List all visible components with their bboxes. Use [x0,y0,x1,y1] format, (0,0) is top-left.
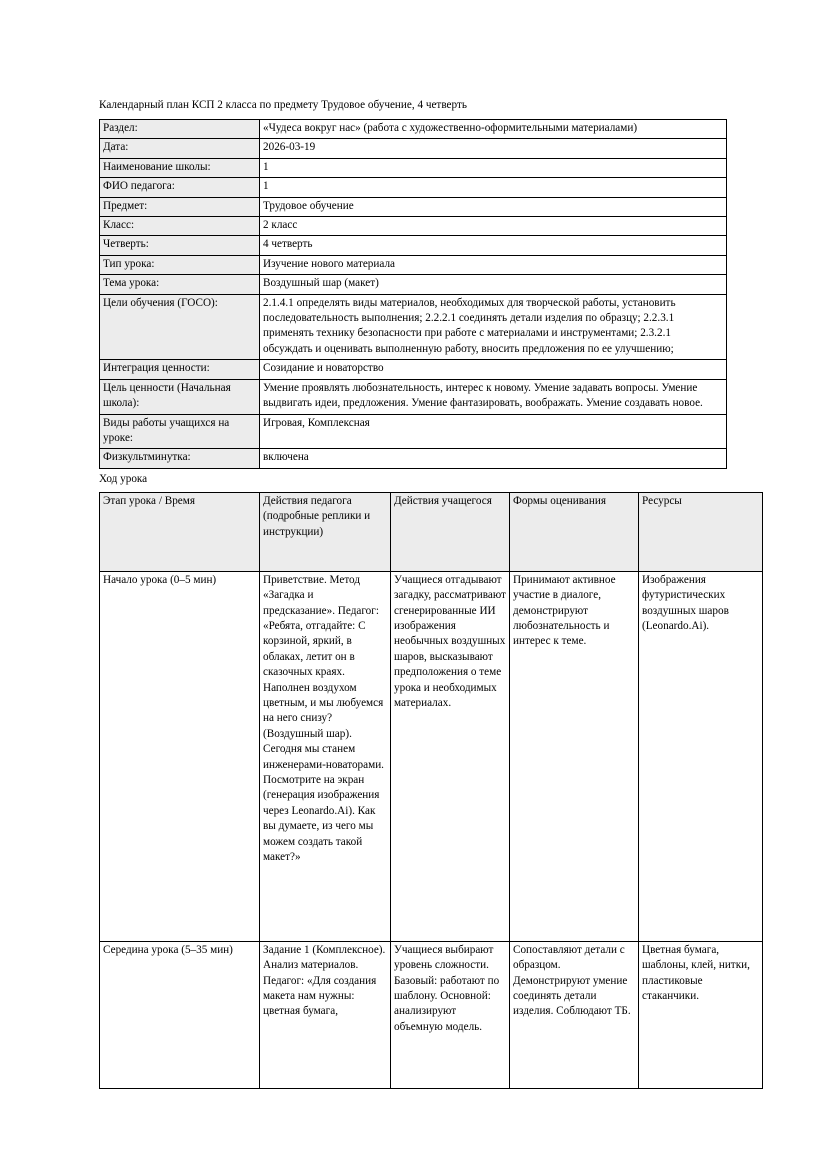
table-row [100,158,727,177]
table-row [100,414,727,449]
assessment-cell: Принимают активное участие в диалоге, демонстрируют любознательность и интерес к теме. [510,571,639,941]
info-label: ФИО педагога: [100,178,260,197]
teacher-actions-cell: Задание 1 (Комплексное). Анализ материалов. Педагог: «Для создания макета нам нужны: цветная бумага, [260,941,391,1088]
info-label: Четверть: [100,236,260,255]
info-value: «Чудеса вокруг нас» (работа с художественно-оформительными материалами) [260,120,727,139]
stage-cell: Начало урока (0–5 мин) [100,571,260,941]
info-label: Предмет: [100,197,260,216]
table-row [100,236,727,255]
table-row [100,178,727,197]
info-value: Воздушный шар (макет) [260,275,727,294]
info-value: включена [260,449,727,468]
flow-table-body [100,571,763,1088]
info-table-body [100,120,727,469]
info-label: Наименование школы: [100,158,260,177]
info-label: Виды работы учащихся на уроке: [100,414,260,449]
student-actions-cell: Учащиеся выбирают уровень сложности. Базовый: работают по шаблону. Основной: анализируют объемную модель. [391,941,510,1088]
table-row [100,197,727,216]
info-label: Тема урока: [100,275,260,294]
info-label: Дата: [100,139,260,158]
column-header-assessment: Формы оценивания [510,492,639,571]
table-row [100,379,727,414]
resources-cell: Изображения футуристических воздушных шаров (Leonardo.Ai). [639,571,763,941]
table-row [100,941,763,1088]
lesson-info-table [99,119,727,469]
info-value: Умение проявлять любознательность, интерес к новому. Умение задавать вопросы. Умение выдвигать идеи, предложения. Умение фантазировать, воображать. Умение создавать новое. [260,379,727,414]
info-value: 1 [260,158,727,177]
info-value: 2.1.4.1 определять виды материалов, необходимых для творческой работы, установить последовательность выполнения; 2.2.2.1 соединять детали изделия по образцу; 2.2.3.1 применять технику безопасности при работе с материалами и инструментами; 2.3.2.1 обсуждать и оценивать выполненную работу, вносить предложения по ее улучшению; [260,294,727,360]
flow-header-row [100,492,763,571]
lesson-flow-caption: Ход урока [99,472,148,485]
column-header-stage: Этап урока / Время [100,492,260,571]
page-title: Календарный план КСП 2 класса по предмету Трудовое обучение, 4 четверть [99,99,467,111]
table-row [100,255,727,274]
table-row [100,360,727,379]
lesson-flow-table [99,492,763,1089]
info-value: 2026-03-19 [260,139,727,158]
table-row [100,217,727,236]
info-value: Изучение нового материала [260,255,727,274]
info-label: Тип урока: [100,255,260,274]
info-value: 1 [260,178,727,197]
column-header-student-actions: Действия учащегося [391,492,510,571]
table-row [100,120,727,139]
info-value: Трудовое обучение [260,197,727,216]
resources-cell: Цветная бумага, шаблоны, клей, нитки, пластиковые стаканчики. [639,941,763,1088]
column-header-teacher-actions: Действия педагога (подробные реплики и инструкции) [260,492,391,571]
info-value: Игровая, Комплексная [260,414,727,449]
info-label: Цель ценности (Начальная школа): [100,379,260,414]
stage-cell: Середина урока (5–35 мин) [100,941,260,1088]
table-row [100,275,727,294]
table-row [100,294,727,360]
info-value: 2 класс [260,217,727,236]
info-value: Созидание и новаторство [260,360,727,379]
info-label: Класс: [100,217,260,236]
info-value: 4 четверть [260,236,727,255]
info-label: Интеграция ценности: [100,360,260,379]
info-label: Цели обучения (ГОСО): [100,294,260,360]
table-row [100,571,763,941]
info-label: Физкультминутка: [100,449,260,468]
assessment-cell: Сопоставляют детали с образцом. Демонстрируют умение соединять детали изделия. Соблюдают ТБ. [510,941,639,1088]
table-row [100,449,727,468]
column-header-resources: Ресурсы [639,492,763,571]
teacher-actions-cell: Приветствие. Метод «Загадка и предсказание». Педагог: «Ребята, отгадайте: С корзиной, яркий, в облаках, летит он в сказочных краях. Наполнен воздухом цветным, и мы любуемся на него снизу? (Воздушный шар). Сегодня мы станем инженерами-новаторами. Посмотрите на экран (генерация изображения через Leonardo.Ai). Как вы думаете, из чего мы можем создать такой макет?» [260,571,391,941]
info-label: Раздел: [100,120,260,139]
flow-table-head [100,492,763,571]
student-actions-cell: Учащиеся отгадывают загадку, рассматривают сгенерированные ИИ изображения необычных воздушных шаров, высказывают предположения о теме урока и необходимых материалах. [391,571,510,941]
table-row [100,139,727,158]
